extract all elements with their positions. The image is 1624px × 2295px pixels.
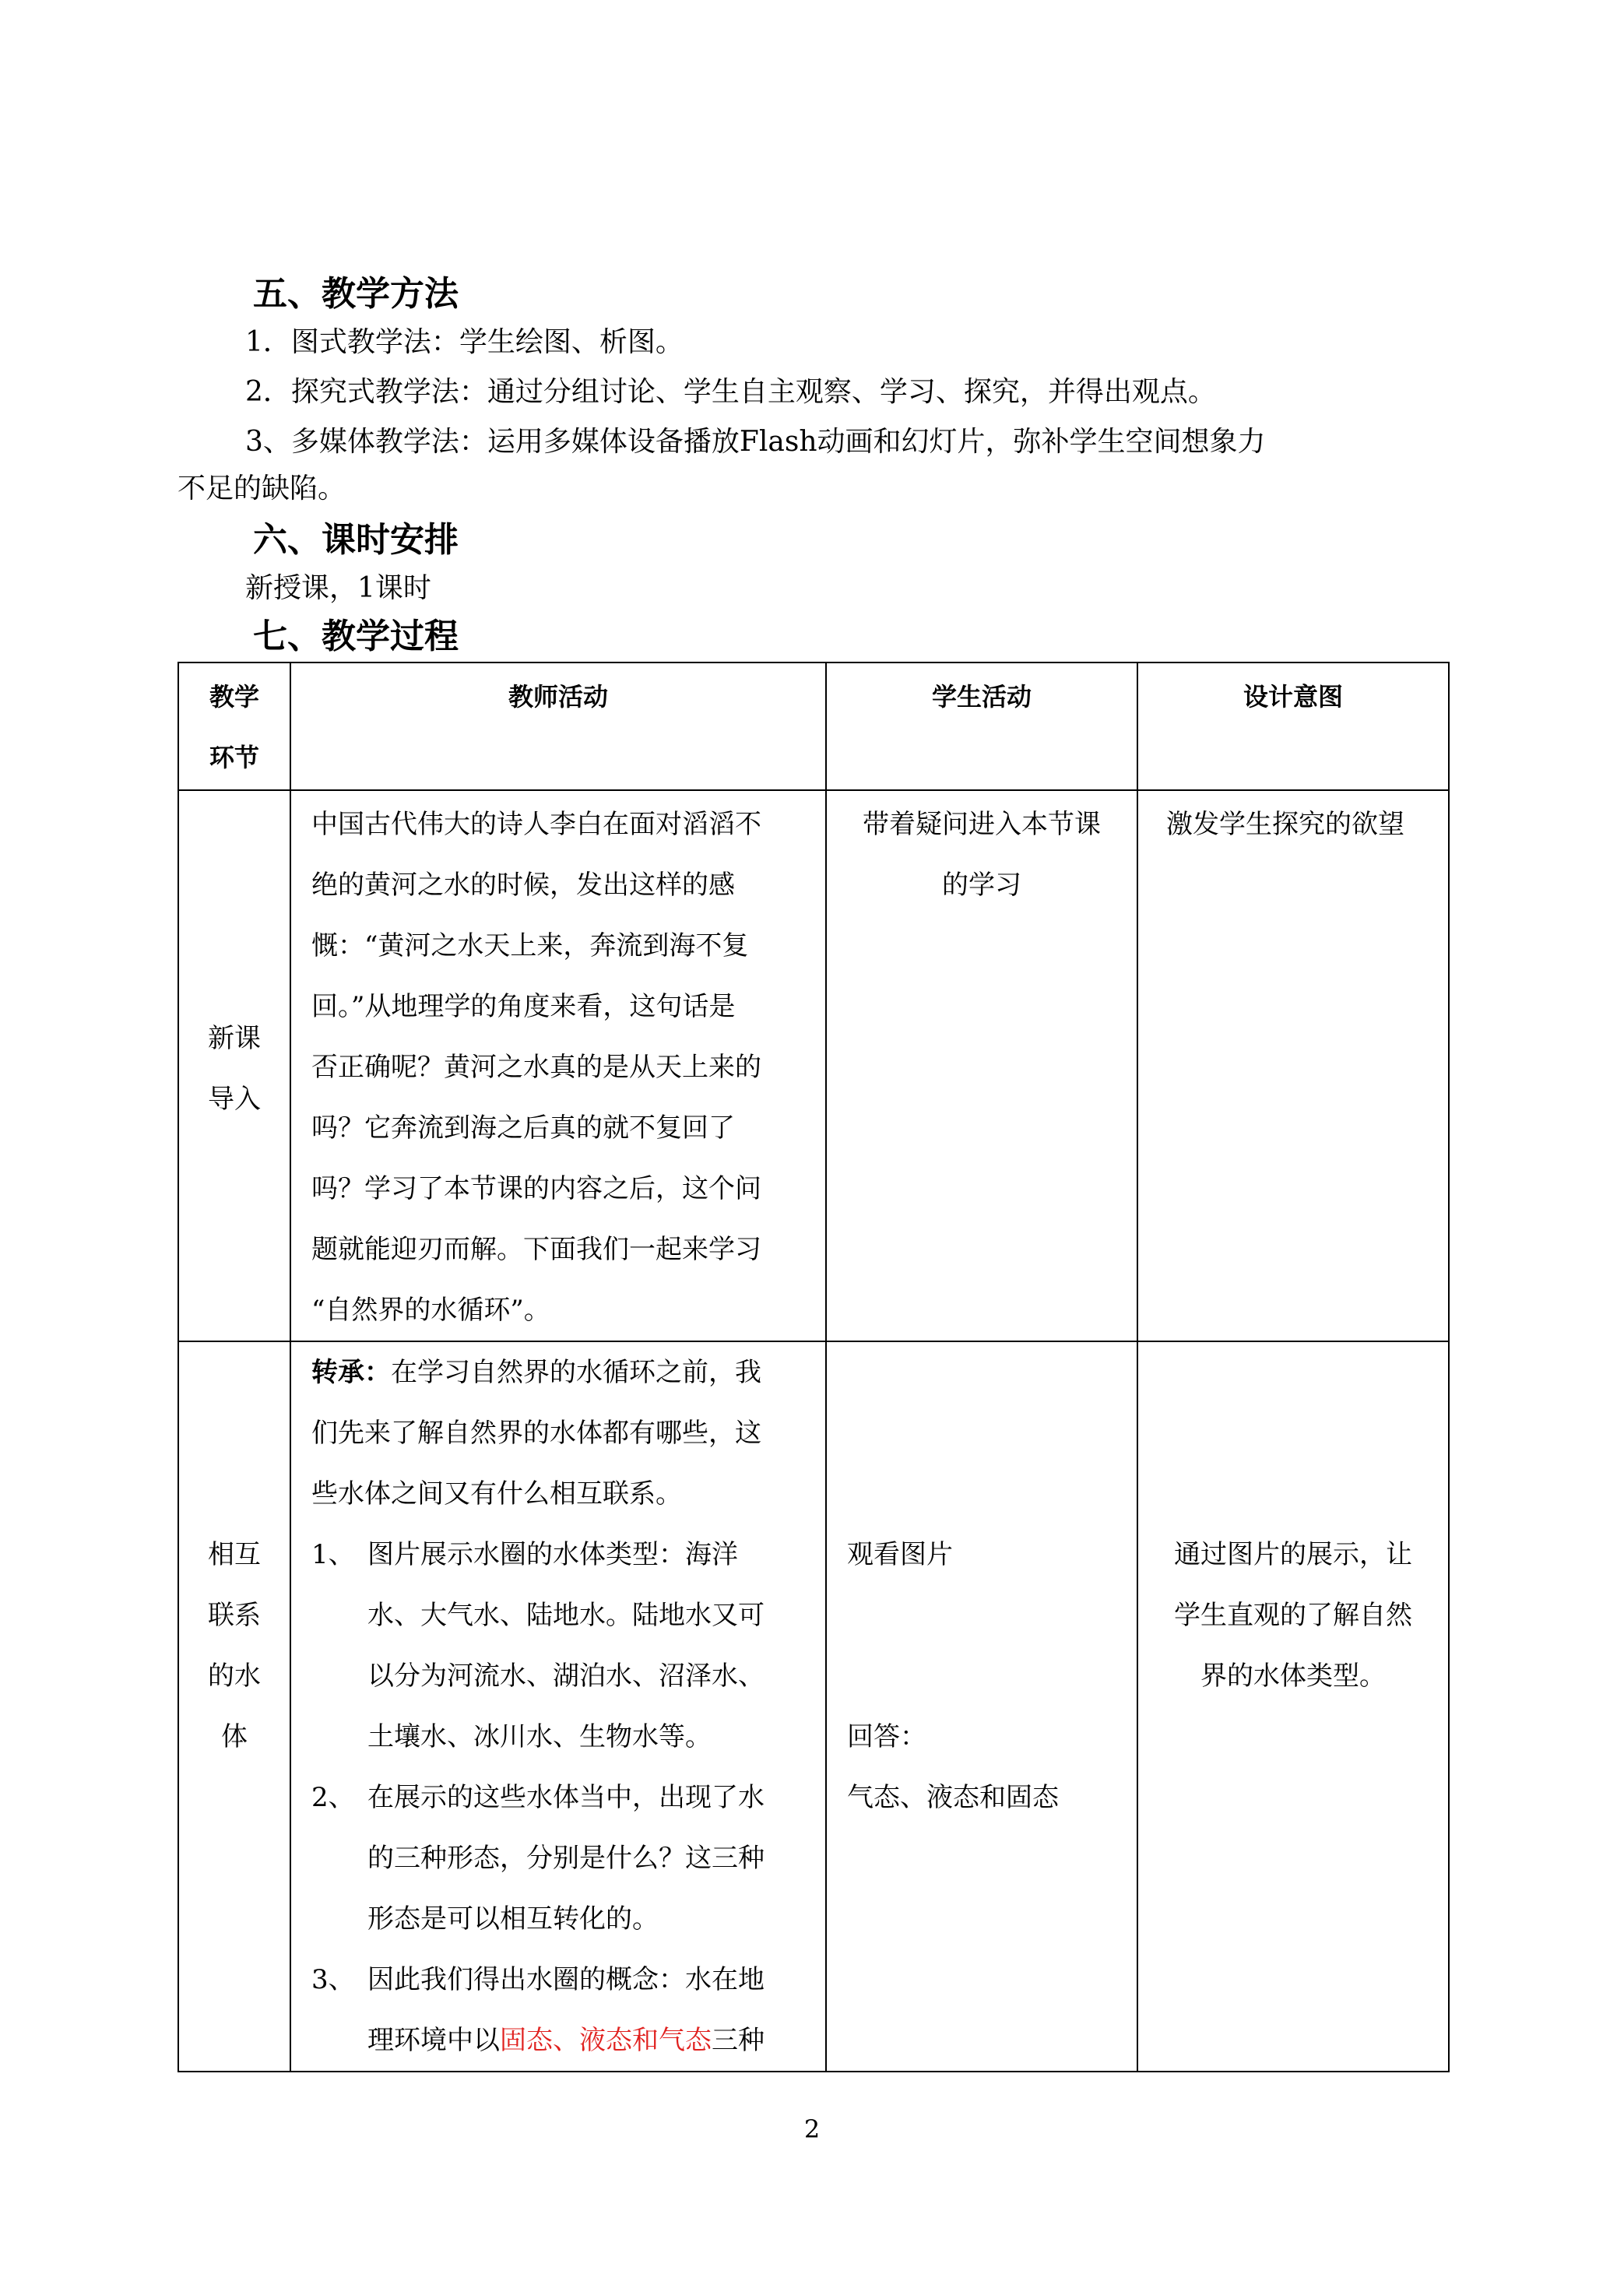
list-item-number: 1、 bbox=[311, 1539, 355, 1570]
section-heading-process: 七、教学过程 bbox=[253, 617, 459, 656]
list-item-line: 因此我们得出水圈的概念：水在地 bbox=[367, 1964, 765, 1995]
list-item-line: 的三种形态，分别是什么？这三种 bbox=[367, 1843, 765, 1874]
header-stage-line1: 教学 bbox=[209, 682, 259, 712]
list-item bbox=[311, 1767, 805, 1949]
row1-teacher-line: 吗？学习了本节课的内容之后，这个问 bbox=[311, 1173, 761, 1204]
row1-teacher-line: 否正确呢？黄河之水真的是从天上来的 bbox=[311, 1052, 761, 1083]
header-stage-line2: 环节 bbox=[209, 743, 259, 772]
row1-teacher-line: 题就能迎刃而解。下面我们一起来学习 bbox=[311, 1234, 761, 1265]
row1-teacher-line: 中国古代伟大的诗人李白在面对滔滔不 bbox=[311, 809, 761, 840]
row2-student-answer: 气态、液态和固态 bbox=[847, 1782, 1059, 1813]
list-item-number: 3、 bbox=[311, 1964, 355, 1995]
method-item-3: 3、多媒体教学法：运用多媒体设备播放Flash动画和幻灯片，弥补学生空间想象力 bbox=[245, 426, 1266, 458]
line-prefix: 理环境中以 bbox=[367, 2025, 500, 2056]
method-item-1: 1．图式教学法：学生绘图、析图。 bbox=[245, 326, 684, 358]
row2-stage-line: 体 bbox=[221, 1721, 248, 1752]
row2-intent-line: 学生直观的了解自然 bbox=[1174, 1600, 1412, 1631]
list-item-line: 在展示的这些水体当中，出现了水 bbox=[367, 1782, 765, 1813]
line-suffix: 三种 bbox=[712, 2025, 765, 2056]
page-number: 2 bbox=[803, 2114, 821, 2144]
row1-teacher-line: 绝的黄河之水的时候，发出这样的感 bbox=[311, 870, 735, 901]
row1-stage bbox=[178, 790, 290, 1341]
list-item bbox=[311, 1524, 805, 1767]
row2-design-intent bbox=[1137, 1341, 1449, 2072]
list-item-number: 2、 bbox=[311, 1782, 355, 1813]
row2-student-observe: 观看图片 bbox=[847, 1539, 953, 1570]
row1-teacher-line: 吗？它奔流到海之后真的就不复回了 bbox=[311, 1112, 735, 1144]
list-item-line: 土壤水、冰川水、生物水等。 bbox=[367, 1721, 712, 1752]
row1-teacher-activity bbox=[290, 790, 826, 1341]
row1-teacher-line: 慨：“黄河之水天上来，奔流到海不复 bbox=[311, 930, 749, 961]
row1-intent-text: 激发学生探究的欲望 bbox=[1166, 809, 1404, 840]
header-stage bbox=[178, 662, 290, 790]
row1-stage-line1: 新课 bbox=[208, 1023, 261, 1054]
table-row bbox=[178, 1341, 1449, 2072]
section-heading-schedule: 六、课时安排 bbox=[253, 520, 459, 560]
row2-student-activity bbox=[826, 1341, 1137, 2072]
row1-stage-line2: 导入 bbox=[208, 1084, 261, 1115]
section-heading-methods: 五、教学方法 bbox=[253, 274, 459, 314]
header-teacher-activity: 教师活动 bbox=[290, 662, 826, 790]
row2-stage-line: 的水 bbox=[208, 1661, 261, 1692]
list-item-line: 水、大气水、陆地水。陆地水又可 bbox=[367, 1600, 765, 1631]
row1-design-intent bbox=[1137, 790, 1449, 1341]
row2-teacher-activity bbox=[290, 1341, 826, 2072]
row2-stage-line: 联系 bbox=[208, 1600, 261, 1631]
header-design-intent: 设计意图 bbox=[1137, 662, 1449, 790]
table-row bbox=[178, 790, 1449, 1341]
schedule-text: 新授课，1课时 bbox=[245, 572, 431, 604]
row1-teacher-line: 回。”从地理学的角度来看，这句话是 bbox=[311, 991, 736, 1022]
row2-transition-line bbox=[311, 1342, 805, 1403]
method-item-2: 2．探究式教学法：通过分组讨论、学生自主观察、学习、探究，并得出观点。 bbox=[245, 376, 1216, 408]
list-item-line: 以分为河流水、湖泊水、沼泽水、 bbox=[367, 1661, 765, 1692]
row1-teacher-line: “自然界的水循环”。 bbox=[311, 1295, 550, 1326]
list-item bbox=[311, 1949, 805, 2071]
header-student-activity: 学生活动 bbox=[826, 662, 1137, 790]
list-item-line: 形态是可以相互转化的。 bbox=[367, 1903, 659, 1935]
row1-student-activity bbox=[826, 790, 1137, 1341]
teaching-process-table bbox=[178, 662, 1450, 2072]
row1-student-line: 的学习 bbox=[942, 870, 1021, 901]
transition-label: 转承： bbox=[311, 1357, 391, 1388]
list-item-line: 图片展示水圈的水体类型：海洋 bbox=[367, 1539, 738, 1570]
row2-stage bbox=[178, 1341, 290, 2072]
row2-student-answer-label: 回答： bbox=[847, 1721, 926, 1752]
row1-student-line: 带着疑问进入本节课 bbox=[863, 809, 1101, 840]
method-item-3-continued: 不足的缺陷。 bbox=[178, 473, 346, 504]
row2-transition-line: 些水体之间又有什么相互联系。 bbox=[311, 1478, 682, 1509]
table-header-row bbox=[178, 662, 1449, 790]
highlighted-states: 固态、液态和气态 bbox=[500, 2025, 712, 2056]
row2-stage-line: 相互 bbox=[208, 1539, 261, 1570]
row2-intent-line: 通过图片的展示，让 bbox=[1174, 1539, 1412, 1570]
row2-transition-line: 们先来了解自然界的水体都有哪些，这 bbox=[311, 1418, 761, 1449]
transition-text: 在学习自然界的水循环之前，我 bbox=[391, 1357, 761, 1388]
list-item-line bbox=[367, 2010, 805, 2071]
row2-intent-line: 界的水体类型。 bbox=[1200, 1661, 1386, 1692]
